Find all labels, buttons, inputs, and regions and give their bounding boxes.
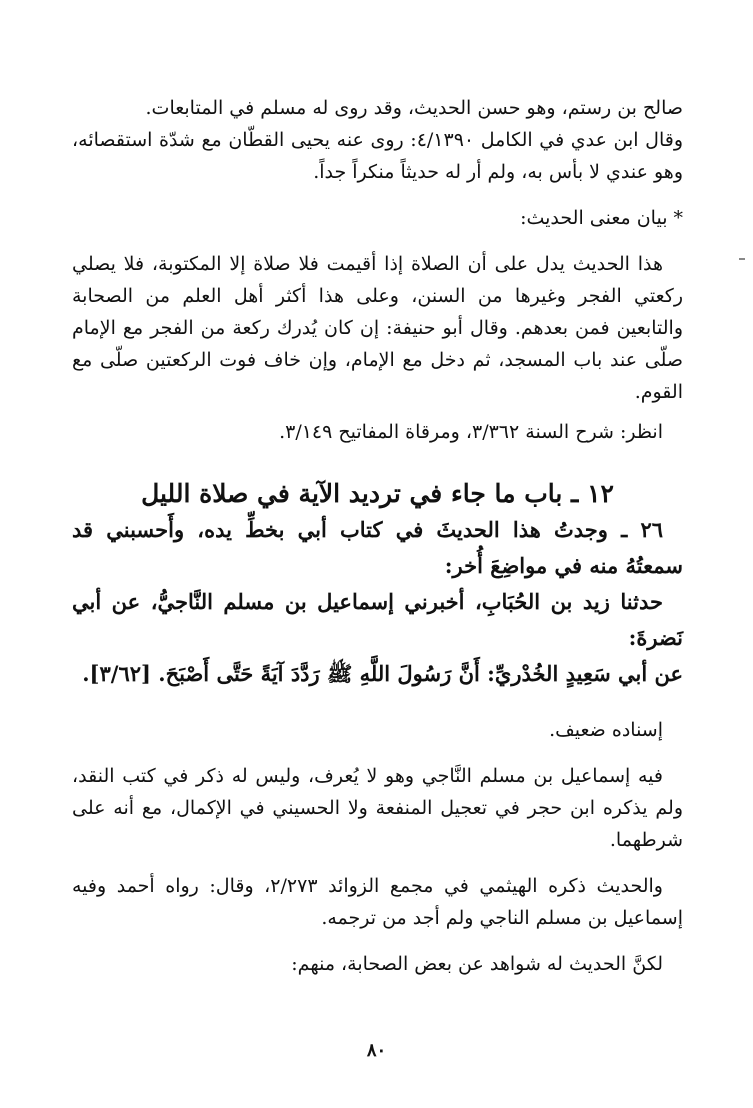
meaning-heading-line xyxy=(72,202,683,234)
meaning-paragraph: هذا الحديث يدل على أن الصلاة إذا أقيمت فلا صلاة إلا المكتوبة، فلا يصلي ركعتي الفجر وغيرها من السنن، وعلى هذا أكثر أهل العلم من الصحابة والتابعين فمن بعدهم. وقال أبو حنيفة: إن كان يُدرك ركعة من الفجر مع الإمام صلّى عند باب المسجد، ثم دخل مع الإمام، وإن خاف فوت الركعتين صلّى مع القوم. xyxy=(72,253,683,403)
commentary-paragraph-2: والحديث ذكره الهيثمي في مجمع الزوائد ٢/٢٧٣، وقال: رواه أحمد وفيه إسماعيل بن مسلم الناجي ولم أجد من ترجمه. xyxy=(72,875,683,929)
meaning-heading: بيان معنى الحديث: xyxy=(520,207,668,229)
hadith-grade: إسناده ضعيف. xyxy=(549,719,663,741)
intro-paragraph-2: وقال ابن عدي في الكامل ٤/١٣٩٠: روى عنه يحيى القطّان مع شدّة استقصائه، وهو عندي لا بأس به، ولم أر له حديثاً منكراً جداً. xyxy=(72,129,683,183)
commentary-paragraph-1: فيه إسماعيل بن مسلم النَّاجي وهو لا يُعرف، وليس له ذكر في كتب النقد، ولم يذكره ابن حجر في تعجيل المنفعة ولا الحسيني في الإكمال، مع أنه على شرطهما. xyxy=(72,765,683,851)
margin-mark xyxy=(739,258,745,260)
commentary-paragraph-3: لكنَّ الحديث له شواهد عن بعض الصحابة، منهم: xyxy=(291,953,663,975)
hadith-chain: حدثنا زيد بن الحُبَابِ، أخبرني إسماعيل بن مسلم النَّاجيُّ، عن أبي نَضرةَ: xyxy=(72,589,683,650)
references-line: انظر: شرح السنة ٣/٣٦٢، ومرقاة المفاتيح ٣/١٤٩. xyxy=(279,421,663,443)
intro-paragraph-1: صالح بن رستم، وهو حسن الحديث، وقد روى له مسلم في المتابعات. xyxy=(145,97,683,119)
page-number: ٨٠ xyxy=(366,1040,387,1061)
page-body xyxy=(72,92,683,980)
hadith-intro: ٢٦ ـ وجدتُ هذا الحديثَ في كتاب أبي بخطِّ يده، وأَحسبني قد سمعتُهُ منه في مواضِعَ أُخر: xyxy=(72,517,683,578)
hadith-text: عن أبي سَعِيدٍ الخُدْريِّ: أَنَّ رَسُولَ اللَّهِ ﷺ رَدَّدَ آيَةً حَتَّى أَصْبَحَ. [٣/٦٢]. xyxy=(82,661,683,686)
asterisk-icon: * xyxy=(673,207,683,229)
chapter-title: ١٢ ـ باب ما جاء في ترديد الآية في صلاة الليل xyxy=(141,479,614,508)
